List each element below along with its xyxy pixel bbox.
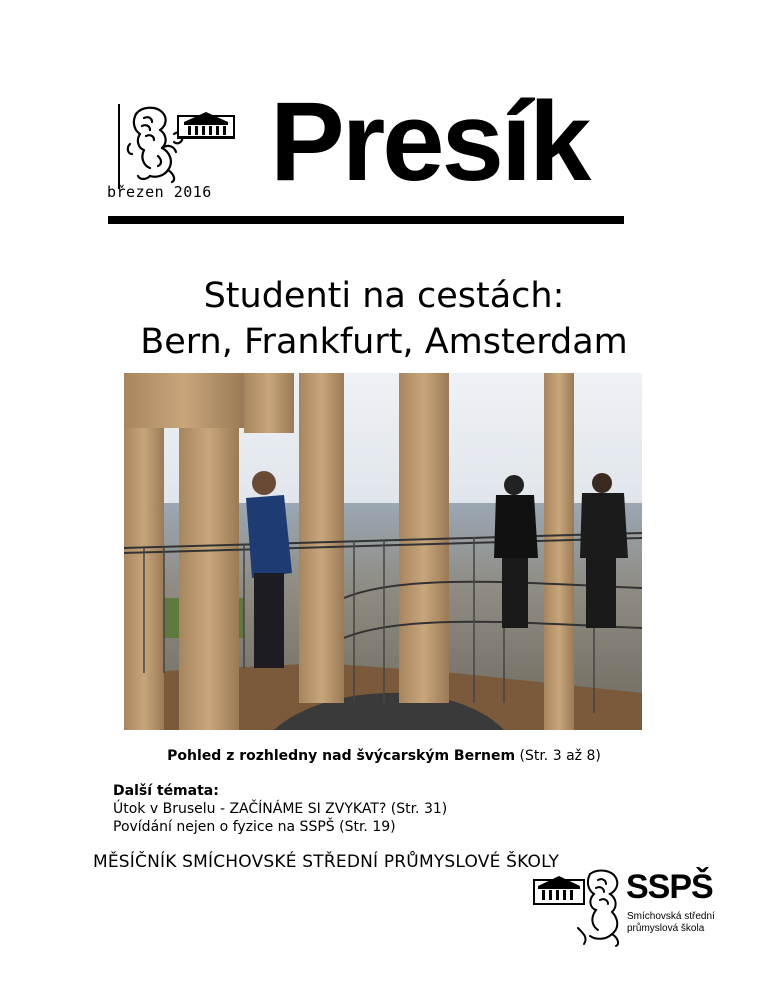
cover-headline (0, 273, 768, 365)
photo-caption (0, 748, 768, 764)
magazine-title: Presík (270, 79, 589, 204)
topic-item: Útok v Bruselu - ZAČÍNÁME SI ZVYKAT? (Str. 31) (113, 801, 448, 817)
topic-item: Povídání nejen o fyzice na SSPŠ (Str. 19) (113, 819, 396, 835)
school-name-line-1: Smíchovská střední (627, 911, 715, 922)
headline-line-1: Studenti na cestách: (203, 276, 565, 316)
topics-label: Další témata: (113, 783, 219, 799)
other-topics (113, 782, 447, 836)
school-name (627, 911, 715, 935)
school-abbreviation: SSPŠ (626, 868, 713, 906)
school-building-icon (534, 876, 584, 904)
school-name-line-2: průmyslová škola (627, 923, 705, 934)
publication-tagline: MĚSÍČNÍK SMÍCHOVSKÉ STŘEDNÍ PRŮMYSLOVÉ ŠKOLY (93, 852, 560, 872)
school-building-icon (176, 110, 236, 140)
masthead-rule (108, 216, 624, 224)
cover-photo (124, 373, 642, 730)
headline-line-2: Bern, Frankfurt, Amsterdam (140, 322, 628, 362)
issue-date: březen 2016 (107, 183, 212, 201)
caption-page-ref: (Str. 3 až 8) (519, 748, 601, 764)
caption-text: Pohled z rozhledny nad švýcarským Bernem (167, 748, 516, 764)
